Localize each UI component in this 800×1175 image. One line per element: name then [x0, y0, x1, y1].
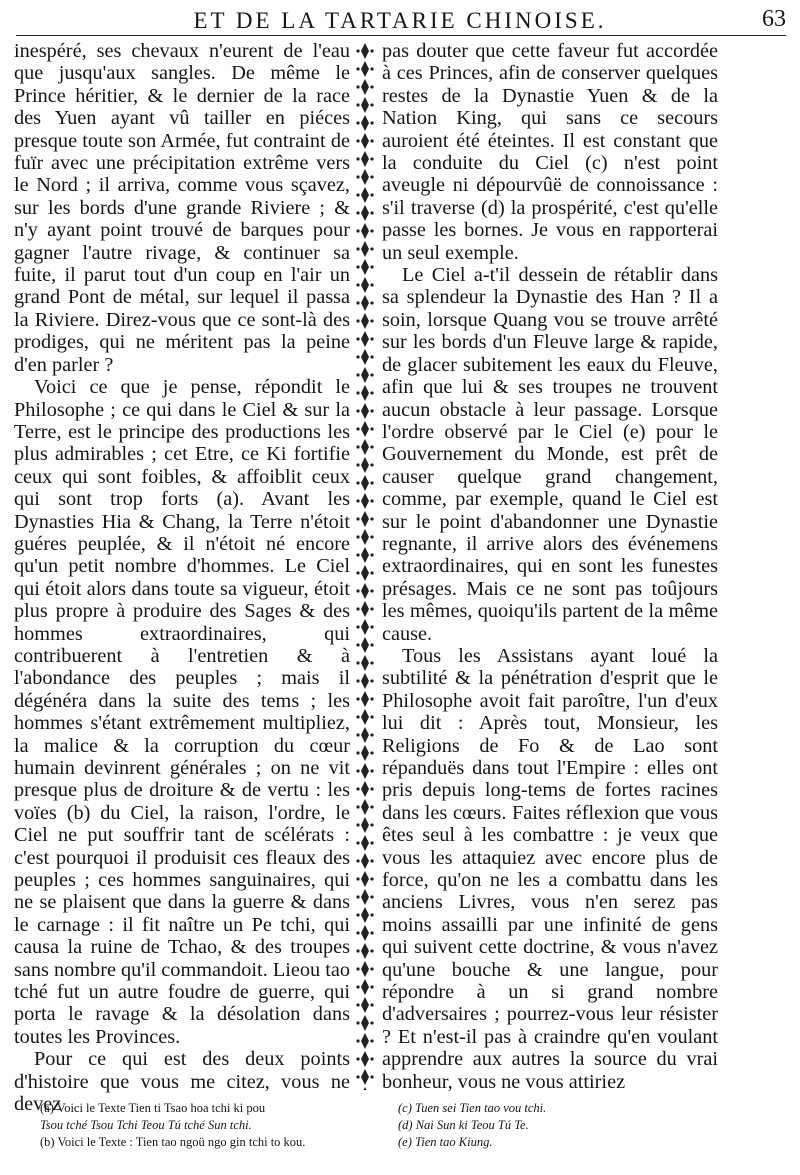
- paragraph: Le Ciel a-t'il dessein de rétablir dans sa splendeur la Dynastie des Han ? Il a soin, lorsque Quang vou se trouve arrêté sur les bords d'un Fleuve large & rapide, de glacer subitement les eaux du Fleuve, afin que lui & ses troupes ne trouvent aucun obstacle à leur passage. Lorsque l'ordre observé par le Ciel (e) pour le Gouvernement du Monde, est prêt de causer quelque grand changement, comme, par exemple, quand le Ciel est sur le point d'abandonner une Dynastie regnante, il arrive alors des événemens extraordinaires, qui en sont les funestes présages. Mais ce ne sont pas toûjours les mêmes, quoiqu'ils partent de la même cause.: [382, 264, 718, 645]
- running-title: ET DE LA TARTARIE CHINOISE.: [193, 8, 607, 33]
- right-text-column: [382, 40, 718, 1092]
- footnote-d: (d) Nai Sun ki Teou Tú Te.: [398, 1118, 529, 1132]
- page-header: [0, 0, 800, 40]
- footnote-e: (e) Tien tao Kiung.: [398, 1135, 493, 1149]
- footnote-a: (a) Voici le Texte Tien ti Tsao hoa tchi ki pou: [40, 1101, 266, 1115]
- paragraph: Tous les Assistans ayant loué la subtilité & la pénétration d'esprit que le Philosophe avoit fait paroître, l'un d'eux lui dit : Après tout, Monsieur, les Religions de Fo & de Lao sont répanduës dans tout l'Empire : elles ont pris depuis long-tems de fortes racines dans les cœurs. Faites réflexion que vous êtes seul à les combattre : je veux que vous les attaquiez avec encore plus de force, qu'on ne les a combattu dans les anciens Livres, vous n'en serez pas moins assailli par une infinité de gens qui suivent cette doctrine, & vous n'avez qu'une bouche & une langue, pour répondre à un si grand nombre d'adversaires ; pourrez-vous leur résister ? Et n'est-il pas à craindre qu'en voulant apprendre aux autres la source du vrai bonheur, vous ne vous attiriez: [382, 644, 718, 1093]
- footnotes-left: [40, 1100, 360, 1151]
- header-rule: [16, 35, 786, 36]
- paragraph: pas douter que cette faveur fut accordée à ces Princes, afin de conserver quelques restes de la Dynastie Yuen & de la Nation King, qui sans ce secours auroient été éteintes. Il est constant que la conduite du Ciel (c) n'est point aveugle ni dépourvûë de connoissance : s'il traverse (d) la prospérité, c'est qu'elle passe les bornes. Je vous en rapporterai un seul exemple.: [382, 40, 718, 264]
- page-number: 63: [762, 6, 786, 32]
- footnote-a-continued: Tsou tché Tsou Tchi Teou Tú tché Sun tchi.: [40, 1118, 252, 1132]
- footnote-b: (b) Voici le Texte : Tien tao ngoü ngo gin tchi to kou.: [40, 1135, 306, 1149]
- ornamental-column-divider: [355, 42, 375, 1090]
- footnote-c: (c) Tuen sei Tien tao vou tchi.: [398, 1101, 547, 1115]
- footnotes-right: [398, 1100, 758, 1151]
- paragraph: Pour ce qui est des deux points d'histoire que vous me citez, vous ne devez: [14, 1048, 350, 1116]
- paragraph: Voici ce que je pense, répondit le Philosophe ; ce qui dans le Ciel & sur la Terre, est le principe des productions les plus admirables ; cet Etre, ce Ki fortifie ceux qui sont foibles, & affoiblit ceux qui sont trop forts (a). Avant les Dynasties Hia & Chang, la Terre n'étoit guéres peuplée, & il n'étoit né encore qu'un petit nombre d'hommes. Le Ciel qui étoit alors dans toute sa vigueur, étoit plus propre à produire des Sages & des hommes extraordinaires, qui contribuerent à l'entretien & à l'abondance des peuples ; mais il dégénéra dans la suite des tems ; les hommes s'étant extrêmement multipliez, la malice & la corruption du cœur humain devinrent générales ; on ne vit presque plus de droiture & de vertu : les voïes (b) du Ciel, la raison, l'ordre, le Ciel ne put souffrir tant de scélérats : c'est pourquoi il produisit ces fleaux des peuples ; ces hommes sanguinaires, qui ne se plaisent que dans la guerre & dans le carnage : il fit naître un Pe tchi, qui causa la ruine de Tchao, & des troupes sans nombre qu'il commandoit. Lieou tao tché fut un autre foudre de guerre, qui porta le ravage & la désolation dans toutes les Provinces.: [14, 376, 350, 1048]
- paragraph: inespéré, ses chevaux n'eurent de l'eau que jusqu'aux sangles. De même le Prince héritier, & le dernier de la race des Yuen ayant vû tailler en piéces presque toute son Armée, fut contraint de fuïr avec une précipitation extrême vers le Nord ; il arriva, comme vous sçavez, sur les bords d'une grande Riviere ; & n'y ayant point trouvé de barques pour gagner l'autre rivage, & continuer sa fuite, il parut tout d'un coup en l'air un grand Pont de métal, sur lequel il passa la Riviere. Direz-vous que ce sont-là des prodiges, qui ne méritent pas la peine d'en parler ?: [14, 40, 350, 376]
